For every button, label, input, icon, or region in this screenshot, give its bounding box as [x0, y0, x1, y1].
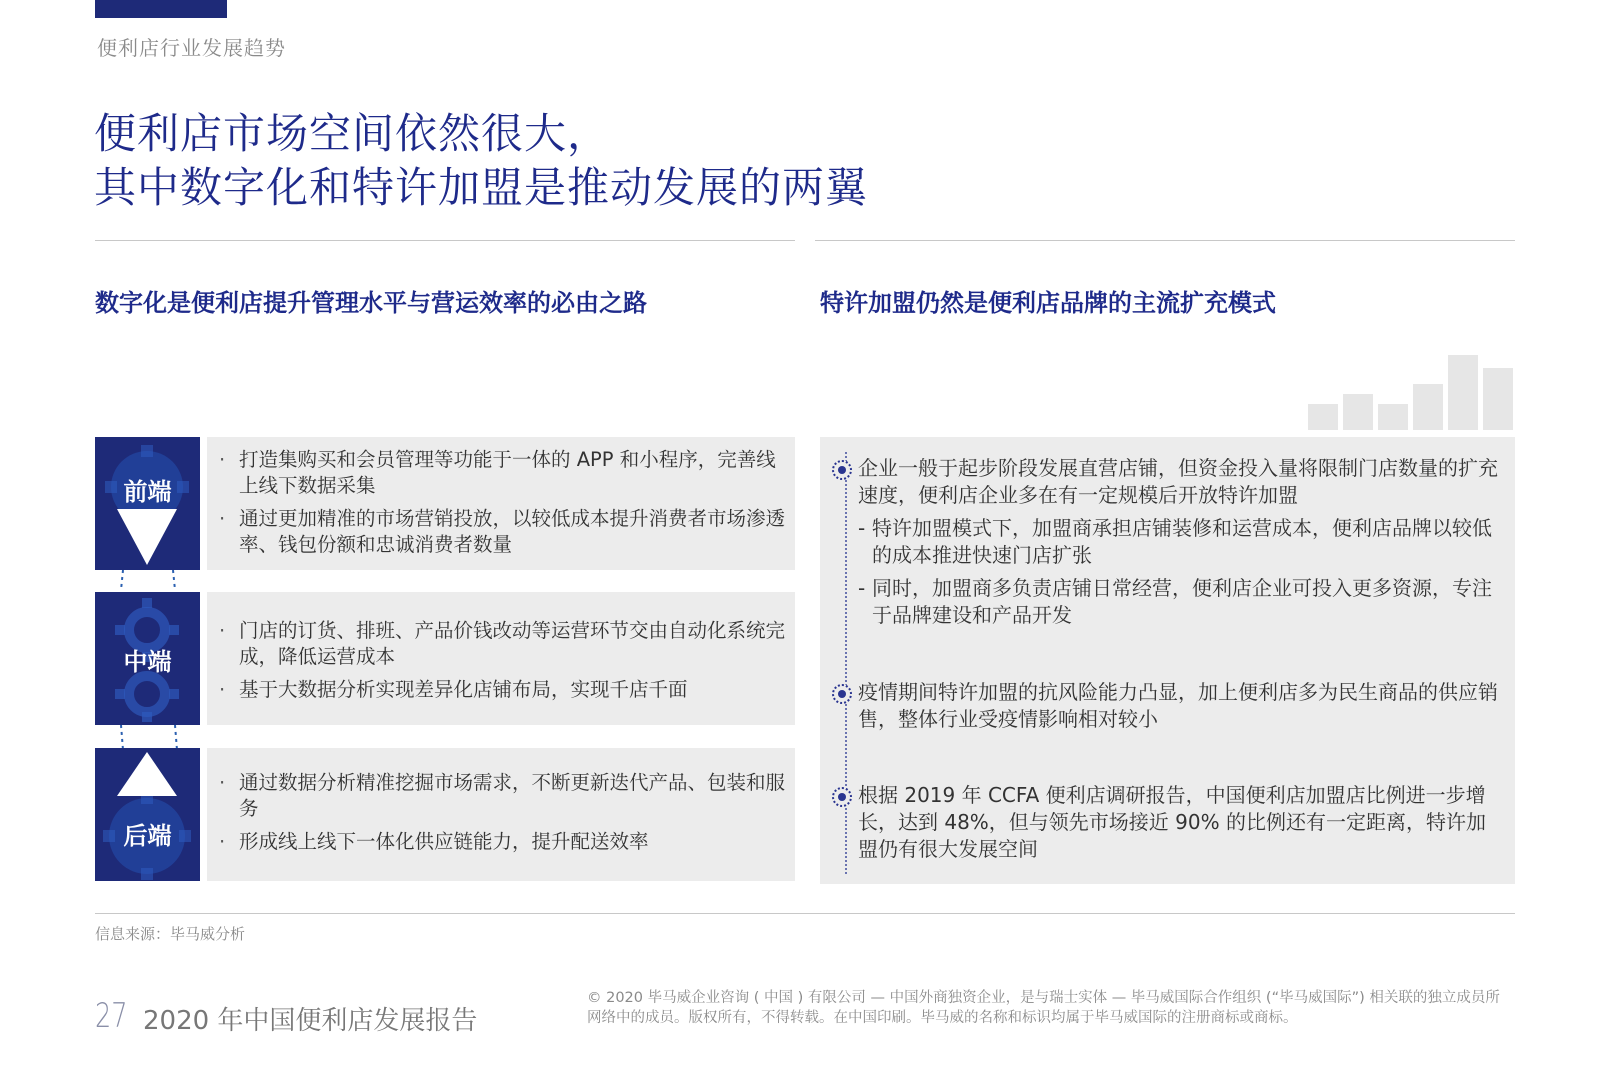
- stage-back-name: 后端: [123, 822, 172, 850]
- arrow-up-gear-icon: [95, 748, 200, 881]
- franchise-item: 企业一般于起步阶段发展直营店铺，但资金投入量将限制门店数量的扩充速度，便利店企业多在有一定规模后开放特许加盟 - 特许加盟模式下，加盟商承担店铺装修和运营成本，便利店品牌以较低的成本推进快速门店扩张 - 同时，加盟商多负责店铺日常经营，便利店企业可投入更多资源，专注于品牌建设和产品开发: [830, 455, 1505, 629]
- franchise-item: 疫情期间特许加盟的抗风险能力凸显，加上便利店多为民生商品的供应销售，整体行业受疫情影响相对较小: [830, 679, 1505, 733]
- stage-front-name: 前端: [123, 478, 172, 506]
- franchise-item: 根据 2019 年 CCFA 便利店调研报告，中国便利店加盟店比例进一步增长，达到 48%，但与领先市场接近 90% 的比例还有一定距离，特许加盟仍有很大发展空间: [830, 782, 1505, 863]
- list-item: · 形成线上线下一体化供应链能力，提升配送效率: [219, 830, 649, 853]
- timeline-marker-icon: [832, 787, 852, 807]
- stage-middle-body: [207, 592, 795, 725]
- timeline-marker-icon: [832, 684, 852, 704]
- source-note: 信息来源：毕马威分析: [95, 925, 246, 943]
- page-headline: [94, 107, 868, 215]
- stage-middle: [95, 592, 795, 725]
- list-item: · 基于大数据分析实现差异化店铺布局，实现千店千面: [219, 678, 688, 701]
- franchise-panel: [820, 437, 1515, 884]
- headline-line-2: 其中数字化和特许加盟是推动发展的两翼: [94, 163, 869, 212]
- right-divider: [815, 240, 1515, 241]
- left-column-title: 数字化是便利店提升管理水平与营运效率的必由之路: [95, 289, 647, 317]
- franchise-subitem: - 特许加盟模式下，加盟商承担店铺装修和运营成本，便利店品牌以较低的成本推进快速门店扩张: [858, 516, 1492, 567]
- list-item: · 门店的订货、排班、产品价钱改动等运营环节交由自动化系统完成，降低运营成本: [219, 619, 786, 668]
- copyright-notice: © 2020 毕马威企业咨询 ( 中国 ) 有限公司 — 中国外商独资企业，是与瑞士实体 — 毕马威国际合作组织 (“毕马威国际”) 相关联的独立成员所网络中的成员。版权所有，不得转载。在中国印刷。毕马威的名称和标识均属于毕马威国际的注册商标或商标。: [587, 990, 1500, 1026]
- stage-front-body: [207, 437, 795, 570]
- stage-back-body: [207, 748, 795, 881]
- list-item: · 打造集购买和会员管理等功能于一体的 APP 和小程序，完善线上线下数据采集: [219, 448, 776, 497]
- page-number: 27: [95, 996, 128, 1036]
- stage-back: [95, 748, 795, 881]
- list-item: · 通过更加精准的市场营销投放，以较低成本提升消费者市场渗透率、钱包份额和忠诚消费者数量: [219, 507, 786, 556]
- footer-divider: [95, 913, 1515, 914]
- franchise-subitem: - 同时，加盟商多负责店铺日常经营，便利店企业可投入更多资源，专注于品牌建设和产品开发: [858, 576, 1492, 627]
- headline-line-1: 便利店市场空间依然很大，: [94, 109, 611, 158]
- timeline-marker-icon: [832, 460, 852, 480]
- stage-middle-name: 中端: [123, 648, 172, 676]
- stage-front: [95, 437, 795, 570]
- list-item: · 通过数据分析精准挖掘市场需求，不断更新迭代产品、包装和服务: [219, 771, 786, 820]
- left-divider: [95, 240, 795, 241]
- report-title: 2020 年中国便利店发展报告: [143, 1006, 478, 1036]
- top-accent-bar: [95, 0, 227, 18]
- decorative-bar-icon: [1308, 355, 1518, 430]
- right-column-title: 特许加盟仍然是便利店品牌的主流扩充模式: [820, 289, 1276, 317]
- section-label: 便利店行业发展趋势: [97, 36, 286, 60]
